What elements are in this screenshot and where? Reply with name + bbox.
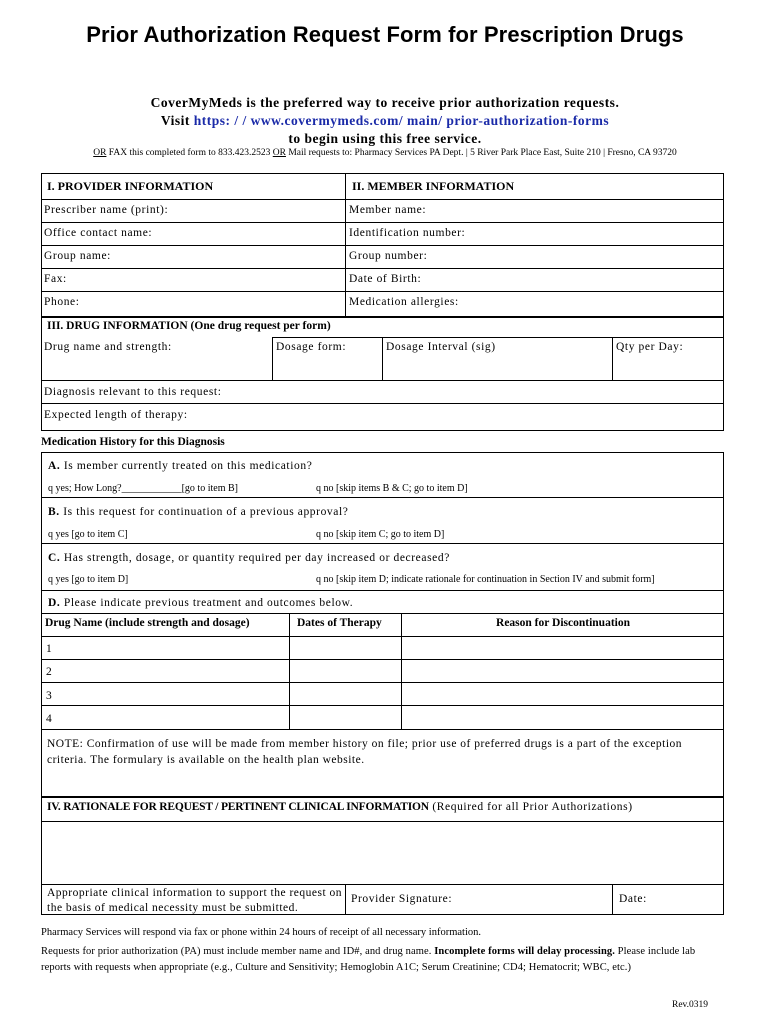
divider bbox=[41, 613, 724, 614]
mail-instruction: Mail requests to: Pharmacy Services PA Dept. | 5 River Park Place East, Suite 210 | Fresno, CA 93720 bbox=[285, 148, 677, 158]
divider bbox=[41, 403, 724, 404]
diagnosis-field[interactable]: Diagnosis relevant to this request: bbox=[44, 386, 222, 398]
medication-allergies-field[interactable]: Medication allergies: bbox=[349, 296, 459, 308]
divider bbox=[41, 245, 724, 246]
question-a-yes-option[interactable]: q yes; How Long?____________[go to item B] bbox=[48, 483, 238, 494]
divider bbox=[41, 659, 724, 660]
divider bbox=[401, 613, 402, 729]
divider bbox=[41, 590, 724, 591]
question-a-no-option[interactable]: q no [skip items B & C; go to item D] bbox=[316, 483, 468, 494]
question-b-letter: B. bbox=[48, 506, 60, 518]
prescriber-name-field[interactable]: Prescriber name (print): bbox=[44, 204, 169, 216]
question-d-letter: D. bbox=[48, 597, 61, 609]
divider bbox=[41, 199, 724, 200]
question-c-no-option[interactable]: q no [skip item D; indicate rationale for continuation in Section IV and submit form] bbox=[316, 574, 655, 585]
divider bbox=[345, 884, 346, 915]
divider bbox=[41, 884, 724, 885]
member-heading: II. MEMBER INFORMATION bbox=[352, 179, 515, 193]
fax-instruction: FAX this completed form to 833.423.2523 bbox=[106, 148, 273, 158]
group-name-field[interactable]: Group name: bbox=[44, 250, 111, 262]
therapy-length-field[interactable]: Expected length of therapy: bbox=[44, 409, 188, 421]
column-header-drug-name: Drug Name (include strength and dosage) bbox=[45, 617, 250, 629]
requirements-text: Requests for prior authorization (PA) must include member name and ID#, and drug name. bbox=[41, 946, 435, 957]
fax-field[interactable]: Fax: bbox=[44, 273, 67, 285]
identification-number-field[interactable]: Identification number: bbox=[349, 227, 466, 239]
divider bbox=[382, 337, 383, 380]
divider bbox=[41, 222, 724, 223]
divider bbox=[41, 291, 724, 292]
column-header-reason: Reason for Discontinuation bbox=[496, 617, 630, 629]
question-c bbox=[48, 552, 450, 564]
question-c-letter: C. bbox=[48, 552, 61, 564]
divider bbox=[41, 268, 724, 269]
medication-history-heading: Medication History for this Diagnosis bbox=[41, 436, 225, 448]
dosage-interval-field[interactable]: Dosage Interval (sig) bbox=[386, 341, 496, 353]
date-of-birth-field[interactable]: Date of Birth: bbox=[349, 273, 422, 285]
divider bbox=[41, 821, 724, 822]
provider-signature-field[interactable]: Provider Signature: bbox=[351, 893, 453, 905]
phone-field[interactable]: Phone: bbox=[44, 296, 80, 308]
covermymeds-link[interactable]: https: / / www.covermymeds.com/ main/ prior-authorization-forms bbox=[193, 113, 610, 128]
response-time-note: Pharmacy Services will respond via fax or phone within 24 hours of receipt of all necessary information. bbox=[41, 927, 482, 938]
date-field[interactable]: Date: bbox=[619, 893, 647, 905]
free-service-line: to begin using this free service. bbox=[288, 131, 482, 146]
rationale-text-area[interactable] bbox=[44, 824, 722, 882]
column-header-dates: Dates of Therapy bbox=[297, 617, 382, 629]
requirements-labs: Please include lab reports with requests when appropriate (e.g., Culture and Sensitivity; Hemoglobin A1C; Serum Creatinine; CD4; Hematocrit; WBC, etc.) bbox=[41, 946, 696, 973]
revision-code: Rev.0319 bbox=[672, 1000, 709, 1010]
visit-prefix: Visit bbox=[160, 113, 194, 128]
or-label: OR bbox=[93, 148, 107, 158]
divider bbox=[41, 543, 724, 544]
dosage-form-field[interactable]: Dosage form: bbox=[276, 341, 347, 353]
question-c-yes-option[interactable]: q yes [go to item D] bbox=[48, 574, 129, 585]
table-row-number: 1 bbox=[46, 643, 53, 655]
office-contact-field[interactable]: Office contact name: bbox=[44, 227, 153, 239]
question-a-text: Is member currently treated on this medication? bbox=[60, 460, 313, 472]
divider bbox=[41, 729, 724, 730]
divider bbox=[41, 682, 724, 683]
divider bbox=[612, 337, 613, 380]
question-b-no-option[interactable]: q no [skip item C; go to item D] bbox=[316, 529, 445, 540]
history-note: NOTE: Confirmation of use will be made from member history on file; prior use of preferred drugs is a part of the exception criteria. The formulary is available on the health plan website. bbox=[47, 738, 683, 766]
divider bbox=[289, 613, 290, 729]
page-title: Prior Authorization Request Form for Prescription Drugs bbox=[86, 22, 684, 47]
question-b bbox=[48, 506, 348, 518]
clinical-info-note: Appropriate clinical information to support the request on the basis of medical necessity must be submitted. bbox=[47, 887, 343, 914]
drug-name-field[interactable]: Drug name and strength: bbox=[44, 341, 172, 353]
visit-line bbox=[0, 113, 770, 129]
divider bbox=[41, 380, 724, 381]
divider bbox=[41, 705, 724, 706]
member-name-field[interactable]: Member name: bbox=[349, 204, 427, 216]
drug-information-heading: III. DRUG INFORMATION (One drug request per form) bbox=[47, 320, 331, 332]
table-row-number: 4 bbox=[46, 713, 53, 725]
divider bbox=[41, 636, 724, 637]
covermymeds-line: CoverMyMeds is the preferred way to receive prior authorization requests. bbox=[150, 95, 620, 110]
rationale-heading bbox=[47, 801, 633, 813]
question-b-text: Is this request for continuation of a previous approval? bbox=[59, 506, 349, 518]
or-label: OR bbox=[272, 148, 286, 158]
qty-per-day-field[interactable]: Qty per Day: bbox=[616, 341, 684, 353]
provider-heading: I. PROVIDER INFORMATION bbox=[47, 179, 214, 193]
question-a bbox=[48, 460, 312, 472]
question-a-letter: A. bbox=[48, 460, 61, 472]
question-c-text: Has strength, dosage, or quantity required per day increased or decreased? bbox=[60, 552, 450, 564]
question-b-yes-option[interactable]: q yes [go to item C] bbox=[48, 529, 128, 540]
rationale-heading-suffix: (Required for all Prior Authorizations) bbox=[428, 801, 633, 813]
table-row-number: 3 bbox=[46, 690, 53, 702]
table-row-number: 2 bbox=[46, 666, 53, 678]
divider bbox=[272, 337, 724, 338]
incomplete-warning: Incomplete forms will delay processing. bbox=[434, 946, 615, 957]
question-d bbox=[48, 597, 353, 609]
requirements-note bbox=[41, 944, 724, 975]
question-d-text: Please indicate previous treatment and outcomes below. bbox=[60, 597, 354, 609]
rationale-heading-bold: IV. RATIONALE FOR REQUEST / PERTINENT CLINICAL INFORMATION bbox=[47, 801, 429, 813]
divider bbox=[272, 337, 273, 380]
divider bbox=[612, 884, 613, 915]
group-number-field[interactable]: Group number: bbox=[349, 250, 428, 262]
divider bbox=[41, 497, 724, 498]
fax-mail-instructions bbox=[0, 148, 770, 158]
